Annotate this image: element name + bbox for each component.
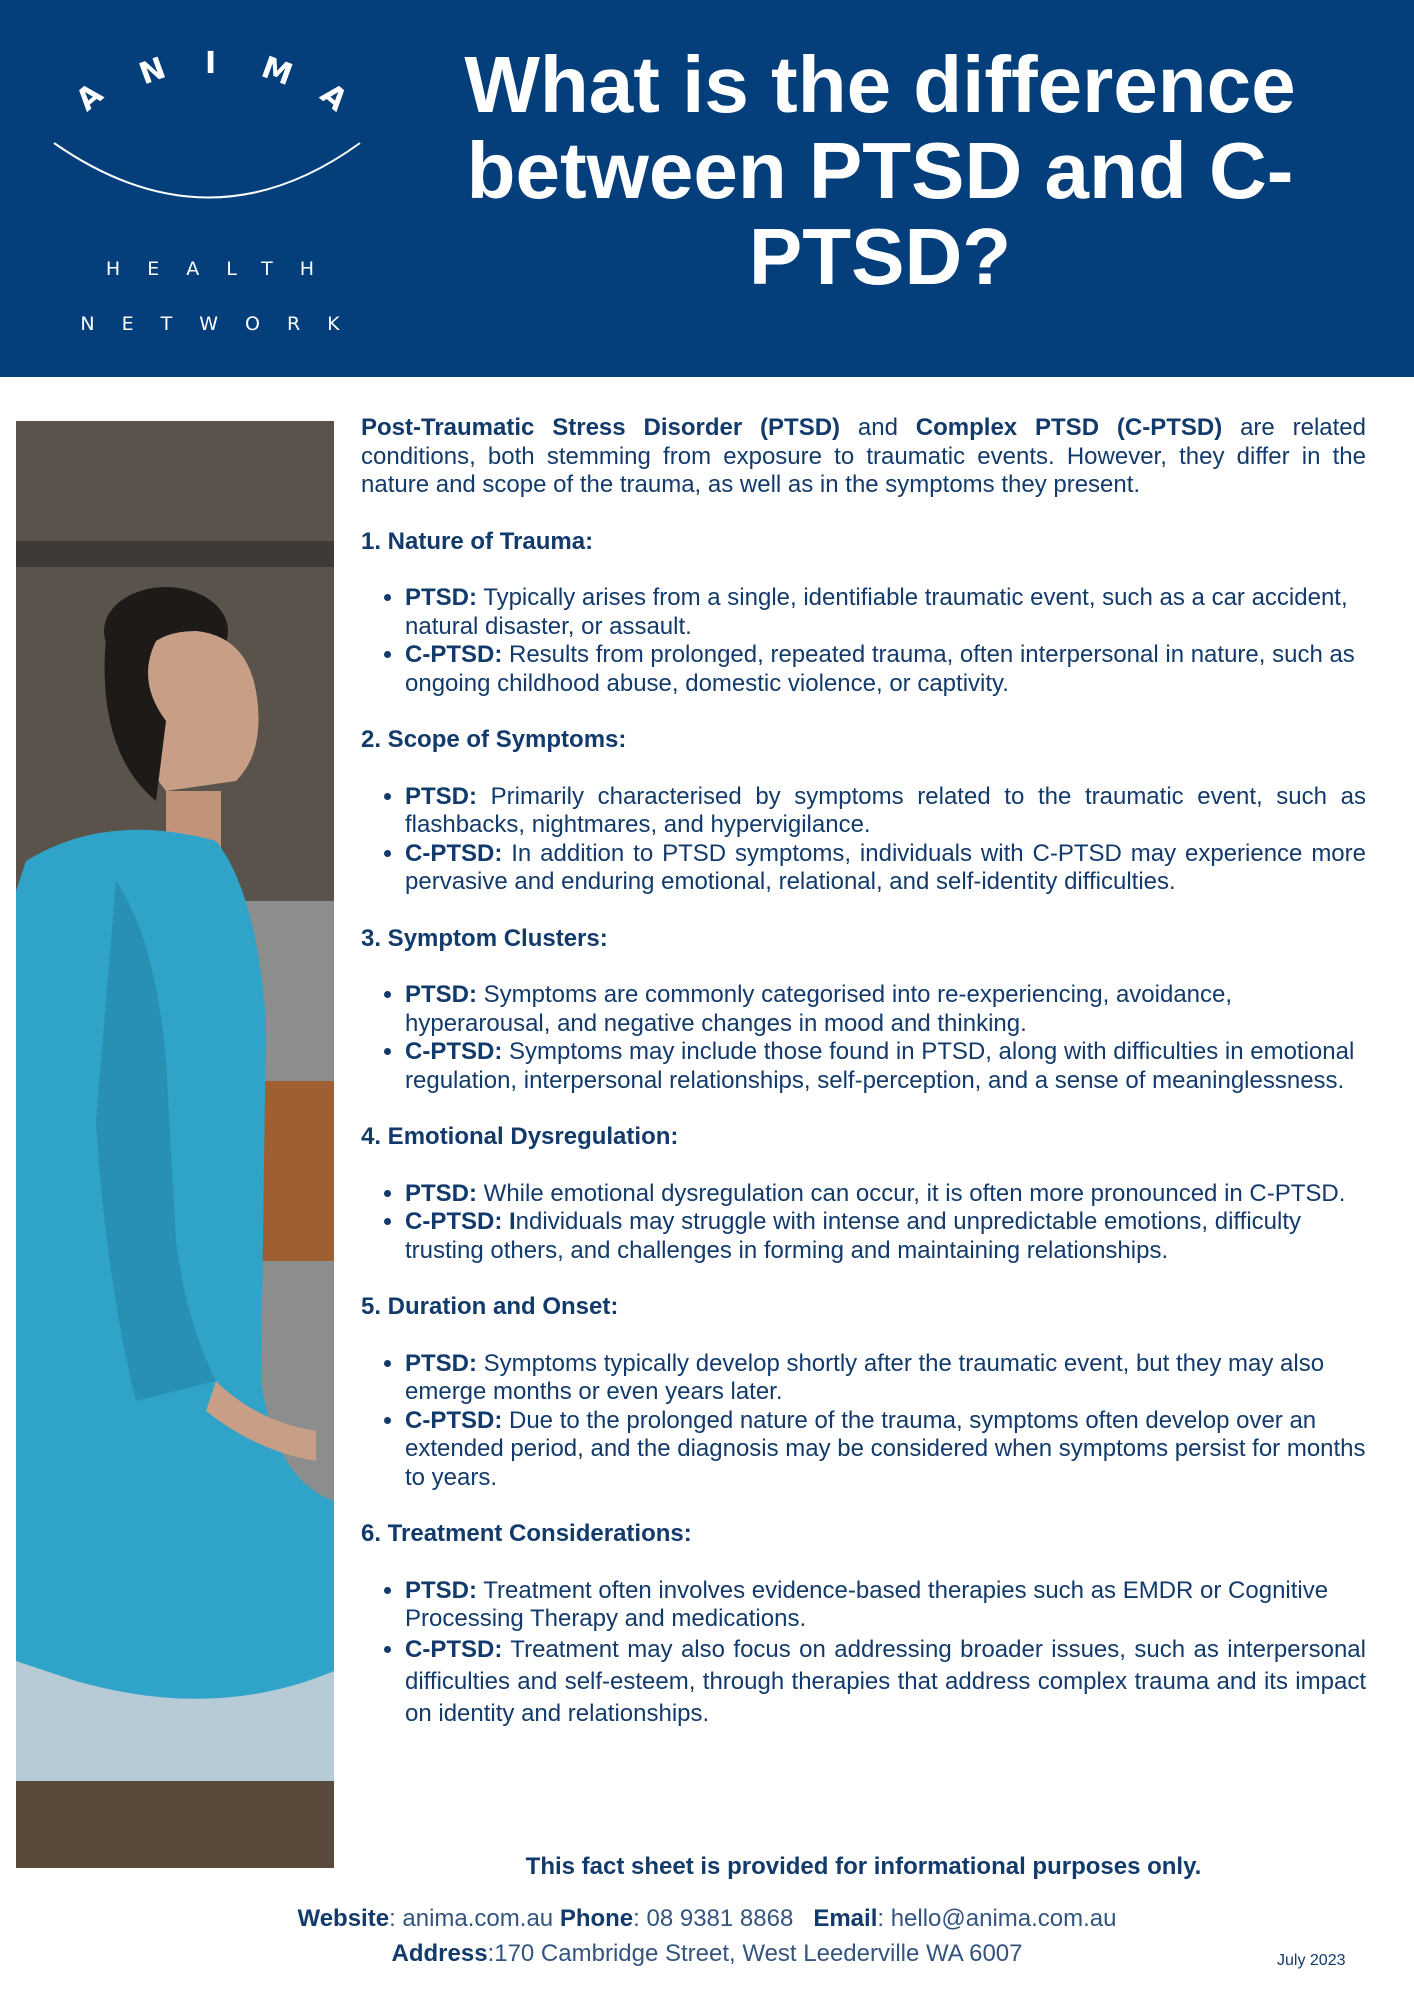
intro-term-cptsd: Complex PTSD (C-PTSD) (915, 414, 1223, 441)
disclaimer: This fact sheet is provided for informational purposes only. (525, 1853, 1202, 1880)
section-heading: 5. Duration and Onset: (361, 1293, 619, 1320)
page-title: What is the difference between PTSD and C-PTSD? (464, 40, 1296, 301)
header-banner (0, 0, 1414, 377)
list-item: • PTSD: Primarily characterised by symptoms related to the traumatic event, such as flashbacks, nightmares, and hypervigilance. (405, 783, 1366, 840)
list-item: • C-PTSD: Treatment may also focus on addressing broader issues, such as interpersonal difficulties and self-esteem, through therapies that address complex trauma and its impact on identity and relationships. (405, 1634, 1366, 1730)
publication-date: July 2023 (1277, 1952, 1346, 1969)
section-list (361, 1350, 1366, 1493)
logo-letter: N (134, 50, 171, 93)
anima-logo (40, 40, 380, 350)
logo-letter: A (69, 76, 110, 119)
address-text: :170 Cambridge Street, West Leederville WA 6007 (487, 1940, 1023, 1967)
contact-line (0, 1905, 1414, 1933)
section-heading: 6. Treatment Considerations: (361, 1520, 692, 1547)
list-item: • PTSD: Treatment often involves evidence-based therapies such as EMDR or Cognitive Processing Therapy and medications. (405, 1577, 1366, 1634)
section-heading: 4. Emotional Dysregulation: (361, 1123, 679, 1150)
phone-label: Phone (559, 1905, 634, 1932)
address-line (0, 1940, 1414, 1968)
list-item: • C-PTSD: Due to the prolonged nature of the trauma, symptoms often develop over an extended period, and the diagnosis may be considered when symptoms persist for months to years. (405, 1407, 1366, 1493)
intro-term-ptsd: Post-Traumatic Stress Disorder (PTSD) (361, 414, 841, 441)
section-heading: 3. Symptom Clusters: (361, 924, 608, 952)
address-label: Address (391, 1940, 488, 1967)
list-item: • PTSD: While emotional dysregulation can occur, it is often more pronounced in C-PTSD. (405, 1180, 1366, 1209)
website-link[interactable]: : anima.com.au (389, 1905, 560, 1932)
logo-network: NETWORK (80, 313, 367, 335)
section-heading: 1. Nature of Trauma: (361, 527, 594, 555)
logo-letter: I (205, 46, 217, 81)
website-label: Website (297, 1905, 390, 1932)
list-item: • PTSD: Symptoms are commonly categorised into re-experiencing, avoidance, hyperarousal, and negative changes in mood and thinking. (405, 981, 1366, 1038)
logo-health: HEALTH (105, 258, 342, 280)
list-item: • C-PTSD: Individuals may struggle with intense and unpredictable emotions, difficulty trusting others, and challenges in forming and maintaining relationships. (405, 1208, 1366, 1265)
section-list (361, 1577, 1366, 1730)
section-list (361, 981, 1366, 1095)
person-meditating-photo (16, 421, 334, 1868)
intro-paragraph (361, 414, 1366, 500)
email-link[interactable]: : hello@anima.com.au (877, 1905, 1117, 1932)
section-list (361, 584, 1366, 698)
intro-text: are related conditions, both stemming from exposure to traumatic events. However, they differ in the nature and scope of the trauma, as well as in the symptoms they present. (361, 414, 1366, 498)
section-list (361, 783, 1366, 897)
section-list (361, 1180, 1366, 1266)
list-item: • PTSD: Symptoms typically develop shortly after the traumatic event, but they may also emerge months or even years later. (405, 1350, 1366, 1407)
section-heading: 2. Scope of Symptoms: (361, 726, 627, 753)
list-item: • C-PTSD: Results from prolonged, repeated trauma, often interpersonal in nature, such as ongoing childhood abuse, domestic violence, or captivity. (405, 641, 1366, 698)
list-item: • C-PTSD: In addition to PTSD symptoms, individuals with C-PTSD may experience more pervasive and enduring emotional, relational, and self-identity difficulties. (405, 840, 1366, 897)
main-content (361, 414, 1366, 1730)
logo-letter: A (313, 76, 354, 119)
email-label: Email (813, 1905, 878, 1932)
phone-number[interactable]: : 08 9381 8868 (633, 1905, 794, 1932)
list-item: • C-PTSD: Symptoms may include those found in PTSD, along with difficulties in emotional regulation, interpersonal relationships, self-perception, and a sense of meaninglessness. (405, 1038, 1366, 1095)
logo-letter: M (256, 49, 297, 94)
list-item: • PTSD: Typically arises from a single, identifiable traumatic event, such as a car accident, natural disaster, or assault. (405, 584, 1366, 641)
intro-joiner: and (840, 414, 916, 441)
